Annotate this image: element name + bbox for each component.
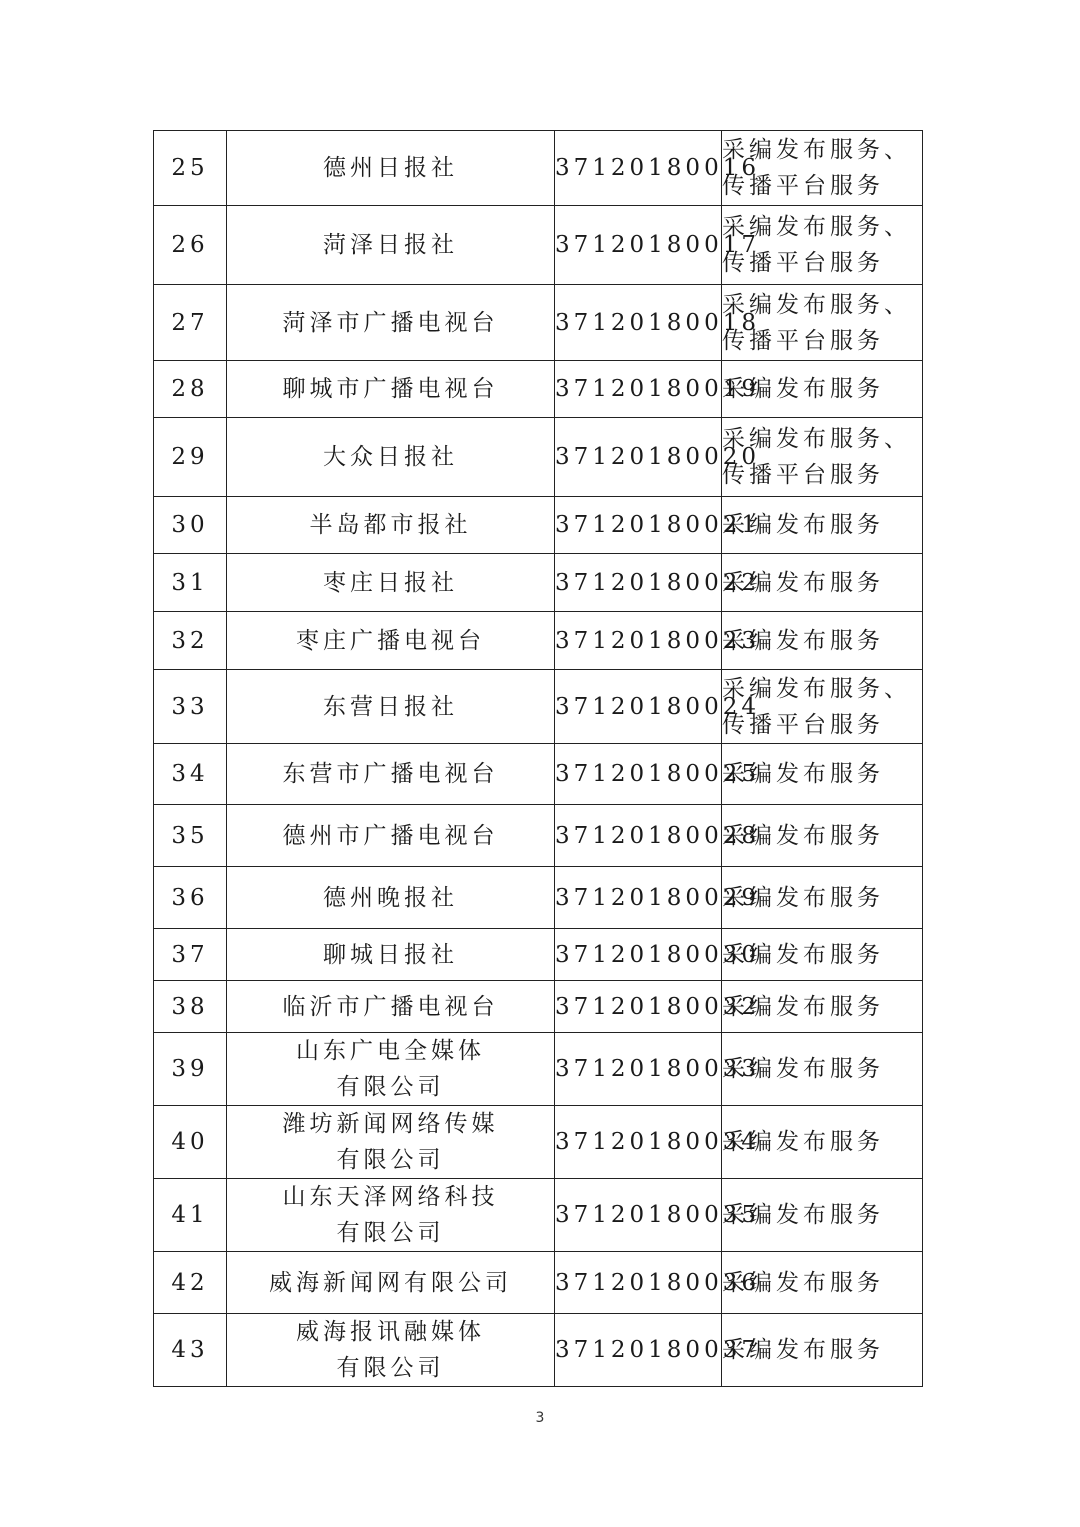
org-name-line: 德州日报社	[323, 155, 458, 181]
row-number: 36	[154, 867, 227, 929]
license-code: 37120180033	[555, 1033, 722, 1106]
row-number: 31	[154, 554, 227, 612]
service-type	[722, 418, 923, 497]
row-number: 27	[154, 285, 227, 361]
service-line: 采编发布服务	[722, 627, 884, 654]
table-row	[154, 867, 923, 929]
service-type	[722, 805, 923, 867]
org-name-line: 聊城市广播电视台	[282, 376, 499, 402]
table-row	[154, 285, 923, 361]
service-line: 传播平台服务	[722, 462, 884, 488]
row-number: 25	[154, 131, 227, 206]
service-line: 采编发布服务	[722, 1269, 884, 1296]
org-name-line: 半岛都市报社	[309, 512, 472, 538]
row-number: 40	[154, 1106, 227, 1179]
table-body	[154, 131, 923, 1387]
table-row	[154, 497, 923, 554]
org-name-line: 山东天泽网络科技	[282, 1184, 499, 1210]
license-code: 37120180036	[555, 1252, 722, 1314]
table-row	[154, 418, 923, 497]
org-name-line: 枣庄广播电视台	[296, 627, 485, 654]
service-line: 采编发布服务	[722, 1337, 884, 1363]
license-code: 37120180024	[555, 670, 722, 744]
org-name	[227, 206, 555, 285]
row-number: 34	[154, 744, 227, 805]
table-row	[154, 744, 923, 805]
service-type	[722, 744, 923, 805]
org-name-line: 枣庄日报社	[323, 569, 458, 596]
license-code: 37120180019	[555, 361, 722, 418]
service-type	[722, 1314, 923, 1387]
service-type	[722, 1252, 923, 1314]
org-name-line: 大众日报社	[323, 444, 458, 470]
service-line: 采编发布服务	[722, 376, 884, 402]
service-line: 采编发布服务	[722, 1129, 884, 1155]
service-line: 采编发布服务	[722, 569, 884, 596]
service-line: 采编发布服务	[722, 761, 884, 787]
service-line: 采编发布服务、	[722, 291, 911, 318]
license-code: 37120180020	[555, 418, 722, 497]
row-number: 29	[154, 418, 227, 497]
org-name	[227, 612, 555, 670]
service-type	[722, 131, 923, 206]
service-line: 传播平台服务	[722, 173, 884, 199]
service-line: 采编发布服务	[722, 884, 884, 911]
row-number: 33	[154, 670, 227, 744]
org-name	[227, 1033, 555, 1106]
service-type	[722, 929, 923, 981]
service-type	[722, 867, 923, 929]
service-line: 采编发布服务、	[722, 214, 911, 240]
license-code: 37120180018	[555, 285, 722, 361]
service-type	[722, 497, 923, 554]
license-code: 37120180025	[555, 744, 722, 805]
org-name	[227, 1179, 555, 1252]
table-row	[154, 206, 923, 285]
org-name-line: 临沂市广播电视台	[282, 993, 499, 1020]
license-code: 37120180022	[555, 554, 722, 612]
org-name-line: 菏泽日报社	[323, 232, 458, 258]
service-line: 采编发布服务	[722, 1056, 884, 1082]
org-name-line: 德州晚报社	[323, 884, 458, 911]
org-name-line: 有限公司	[336, 1147, 445, 1173]
service-line: 传播平台服务	[722, 327, 884, 354]
table-row	[154, 981, 923, 1033]
org-name	[227, 805, 555, 867]
service-line: 采编发布服务、	[722, 675, 911, 702]
org-name-line: 潍坊新闻网络传媒	[282, 1111, 499, 1137]
service-type	[722, 1033, 923, 1106]
row-number: 42	[154, 1252, 227, 1314]
table-row	[154, 1033, 923, 1106]
org-name-line: 威海报讯融媒体	[296, 1319, 485, 1345]
org-name	[227, 554, 555, 612]
license-code: 37120180032	[555, 981, 722, 1033]
service-type	[722, 612, 923, 670]
table-row	[154, 612, 923, 670]
service-line: 采编发布服务	[722, 993, 884, 1020]
org-name	[227, 981, 555, 1033]
org-name	[227, 497, 555, 554]
row-number: 43	[154, 1314, 227, 1387]
row-number: 35	[154, 805, 227, 867]
table-row	[154, 1179, 923, 1252]
org-name-line: 有限公司	[336, 1074, 445, 1100]
table-row	[154, 1314, 923, 1387]
row-number: 26	[154, 206, 227, 285]
license-code: 37120180023	[555, 612, 722, 670]
service-type	[722, 1106, 923, 1179]
entity-table	[153, 130, 923, 1387]
org-name-line: 东营日报社	[323, 693, 458, 720]
service-type	[722, 981, 923, 1033]
org-name-line: 菏泽市广播电视台	[282, 309, 499, 336]
table-row	[154, 805, 923, 867]
org-name	[227, 1252, 555, 1314]
service-line: 采编发布服务、	[722, 137, 911, 163]
org-name	[227, 285, 555, 361]
license-code: 37120180034	[555, 1106, 722, 1179]
license-code: 37120180021	[555, 497, 722, 554]
row-number: 38	[154, 981, 227, 1033]
table-row	[154, 670, 923, 744]
table-row	[154, 1106, 923, 1179]
service-type	[722, 1179, 923, 1252]
license-code: 37120180017	[555, 206, 722, 285]
service-line: 采编发布服务	[722, 512, 884, 538]
service-type	[722, 361, 923, 418]
row-number: 30	[154, 497, 227, 554]
license-code: 37120180028	[555, 805, 722, 867]
page-number: 3	[535, 1410, 545, 1426]
service-type	[722, 285, 923, 361]
license-code: 37120180030	[555, 929, 722, 981]
table-row	[154, 929, 923, 981]
license-code: 37120180035	[555, 1179, 722, 1252]
table-row	[154, 361, 923, 418]
service-type	[722, 670, 923, 744]
service-line: 采编发布服务、	[722, 426, 911, 452]
license-code: 37120180016	[555, 131, 722, 206]
org-name	[227, 418, 555, 497]
org-name-line: 有限公司	[336, 1220, 445, 1246]
org-name	[227, 131, 555, 206]
org-name	[227, 744, 555, 805]
row-number: 37	[154, 929, 227, 981]
service-line: 采编发布服务	[722, 941, 884, 968]
org-name-line: 德州市广播电视台	[282, 822, 499, 849]
service-type	[722, 206, 923, 285]
license-code: 37120180029	[555, 867, 722, 929]
row-number: 28	[154, 361, 227, 418]
table-row	[154, 131, 923, 206]
license-code: 37120180037	[555, 1314, 722, 1387]
org-name	[227, 670, 555, 744]
row-number: 39	[154, 1033, 227, 1106]
service-line: 采编发布服务	[722, 822, 884, 849]
table-row	[154, 554, 923, 612]
service-type	[722, 554, 923, 612]
org-name-line: 威海新闻网有限公司	[269, 1269, 512, 1296]
org-name-line: 聊城日报社	[323, 941, 458, 968]
org-name	[227, 867, 555, 929]
org-name-line: 东营市广播电视台	[282, 761, 499, 787]
org-name-line: 有限公司	[336, 1355, 445, 1381]
service-line: 传播平台服务	[722, 250, 884, 276]
row-number: 41	[154, 1179, 227, 1252]
org-name	[227, 361, 555, 418]
org-name-line: 山东广电全媒体	[296, 1038, 485, 1064]
org-name	[227, 929, 555, 981]
org-name	[227, 1314, 555, 1387]
row-number: 32	[154, 612, 227, 670]
service-line: 传播平台服务	[722, 711, 884, 738]
service-line: 采编发布服务	[722, 1202, 884, 1228]
table-row	[154, 1252, 923, 1314]
org-name	[227, 1106, 555, 1179]
